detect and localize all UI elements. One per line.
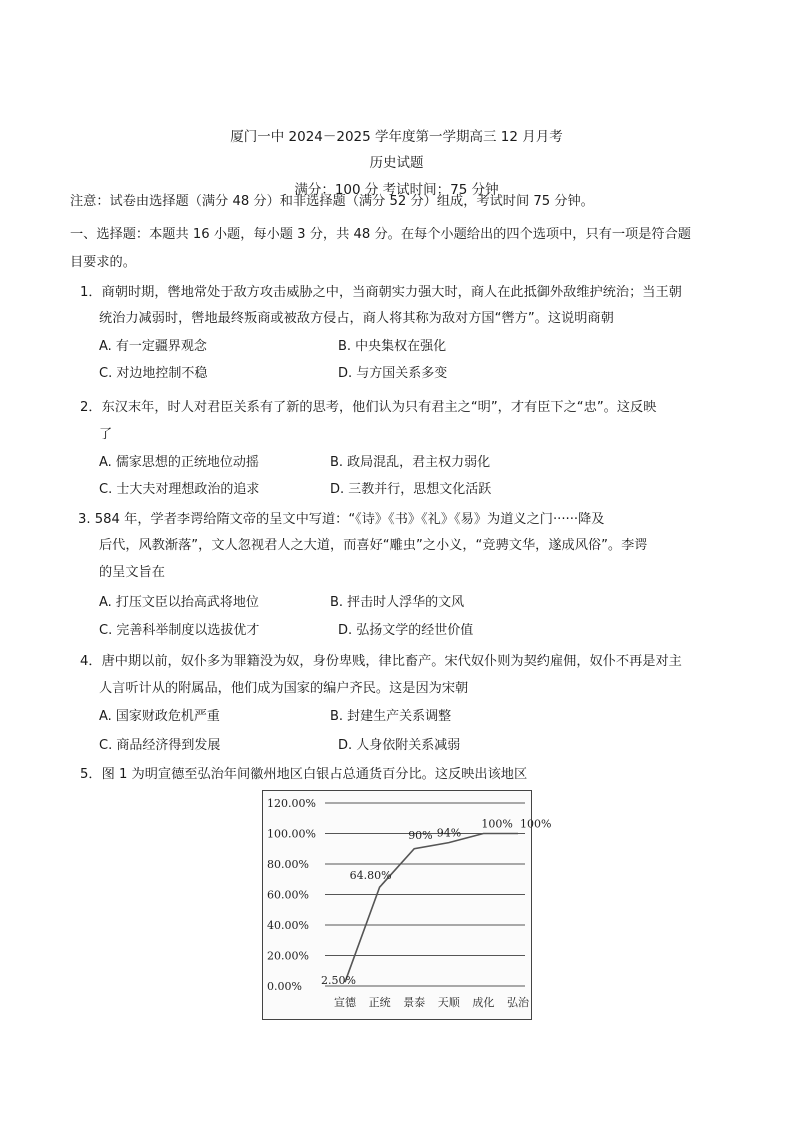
question-text: 2．东汉末年，时人对君臣关系有了新的思考，他们认为只有君主之“明”，才有臣下之“忠”。这反映: [80, 400, 657, 415]
question-text: 5．图 1 为明宣德至弘治年间徽州地区白银占总通货百分比。这反映出该地区: [80, 767, 528, 782]
question-text: 人言听计从的附属品，他们成为国家的编户齐民。这是因为宋朝: [99, 681, 469, 696]
option-a: A. 儒家思想的正统地位动摇: [99, 455, 259, 470]
exam-subject: 历史试题: [369, 155, 424, 171]
x-tick-label: 正统: [368, 996, 391, 1009]
question-text: 统治力减弱时，辔地最终叛商或被敌方侵占，商人将其称为敌对方国“辔方”。这说明商朝: [99, 311, 614, 326]
option-d: D. 与方国关系多变: [338, 366, 448, 381]
option-b: B. 抨击时人浮华的文风: [330, 595, 465, 610]
data-label: 2.50%: [321, 974, 356, 988]
y-tick-label: 60.00%: [267, 888, 309, 902]
question-text: 3. 584 年，学者李谔给隋文帝的呈文中写道：“《诗》《书》《礼》《易》为道义之门······降及: [78, 512, 605, 527]
x-tick-label: 宣德: [334, 996, 356, 1009]
section-heading: 一、选择题：本题共 16 小题，每小题 3 分，共 48 分。在每个小题给出的四个选项中，只有一项是符合题: [70, 227, 691, 242]
y-tick-label: 20.00%: [267, 949, 309, 963]
question-text: 了: [99, 427, 113, 442]
silver-currency-chart: [262, 790, 552, 1020]
x-tick-label: 天顺: [437, 996, 460, 1009]
data-label: 90%: [408, 828, 433, 842]
x-tick-label: 弘治: [507, 996, 529, 1009]
section-heading-cont: 目要求的。: [70, 255, 136, 270]
data-label: 100%: [520, 817, 552, 831]
option-a: A. 打压文臣以抬高武将地位: [99, 595, 259, 610]
option-c: C. 士大夫对理想政治的追求: [99, 482, 260, 497]
option-d: D. 三教并行，思想文化活跃: [330, 482, 492, 497]
question-text: 的呈文旨在: [99, 565, 165, 580]
question-text: 4．唐中期以前，奴仆多为罪籍没为奴，身份卑贱，律比畜产。宋代奴仆则为契约雇佣，奴仆不再是对主: [80, 654, 682, 669]
option-d: D. 弘扬文学的经世价值: [338, 623, 474, 638]
option-b: B. 中央集权在强化: [338, 339, 447, 354]
option-a: A. 有一定疆界观念: [99, 339, 207, 354]
y-tick-label: 100.00%: [267, 827, 316, 841]
data-label: 64.80%: [349, 869, 392, 883]
series-line: [345, 834, 518, 983]
y-tick-label: 0.00%: [267, 980, 302, 993]
option-c: C. 商品经济得到发展: [99, 738, 221, 753]
option-c: C. 完善科举制度以选拔优才: [99, 623, 260, 638]
question-text: 1．商朝时期，辔地常处于敌方攻击威胁之中，当商朝实力强大时，商人在此抵御外敌维护统治；当王朝: [80, 285, 682, 300]
data-label: 100%: [481, 817, 513, 831]
option-d: D. 人身依附关系减弱: [338, 738, 461, 753]
chart-svg: [263, 791, 552, 1021]
option-a: A. 国家财政危机严重: [99, 709, 220, 724]
data-label: 94%: [436, 826, 462, 840]
y-tick-label: 120.00%: [267, 797, 316, 810]
notice: 注意：试卷由选择题（满分 48 分）和非选择题（满分 52 分）组成，考试时间 75 分钟。: [70, 194, 594, 209]
option-c: C. 对边地控制不稳: [99, 366, 208, 381]
exam-title: 厦门一中 2024－2025 学年度第一学期高三 12 月月考: [230, 129, 563, 145]
x-tick-label: 景泰: [403, 996, 426, 1009]
option-b: B. 封建生产关系调整: [330, 709, 452, 724]
question-text: 后代，风教渐落”，文人忽视君人之大道，而喜好“雕虫”之小义，“竞骋文华，遂成风俗”。李谔: [99, 538, 648, 553]
option-b: B. 政局混乱，君主权力弱化: [330, 455, 491, 470]
exam-meta: 满分：100 分 考试时间：75 分钟: [294, 182, 499, 198]
x-tick-label: 成化: [472, 996, 495, 1009]
y-tick-label: 80.00%: [267, 858, 309, 871]
y-tick-label: 40.00%: [267, 919, 309, 932]
